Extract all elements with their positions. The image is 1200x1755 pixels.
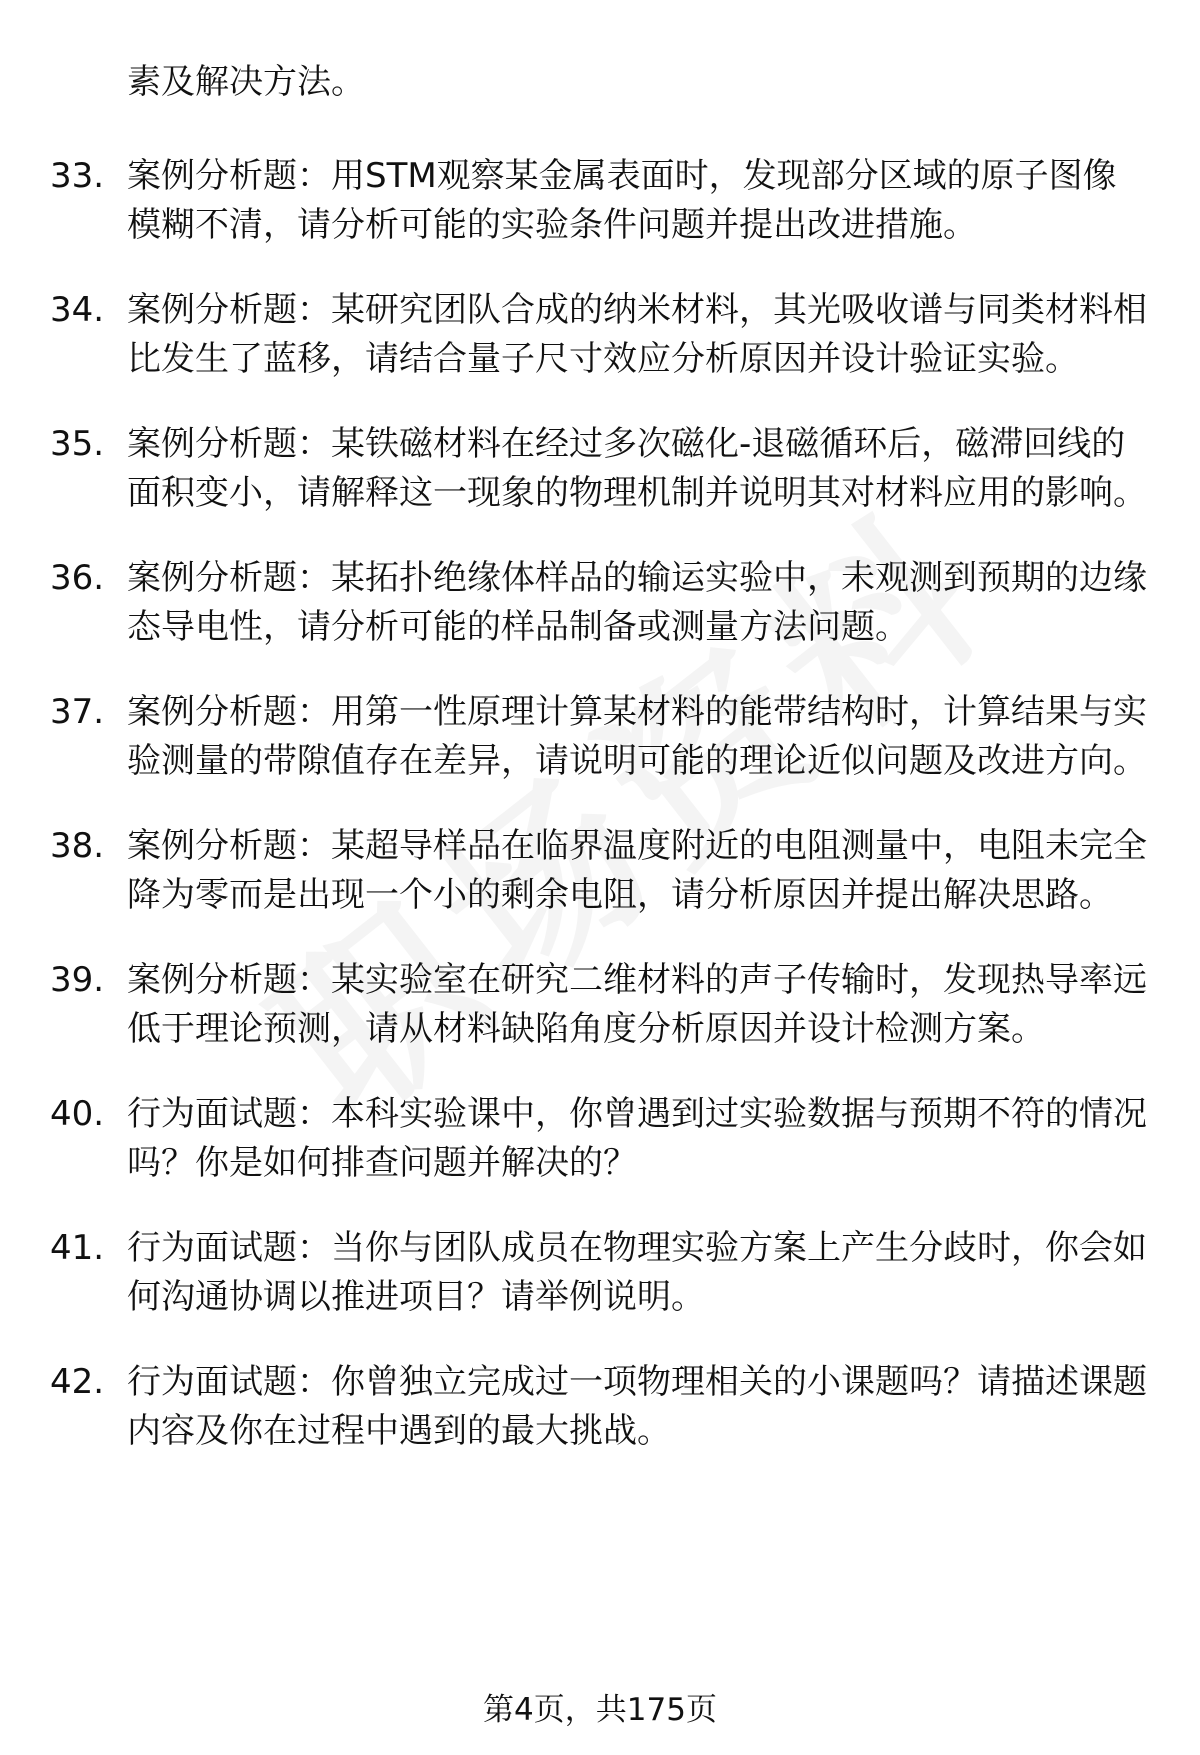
list-item <box>50 822 1150 920</box>
item-text: 行为面试题：本科实验课中，你曾遇到过实验数据与预期不符的情况吗？你是如何排查问题并解决的？ <box>127 1094 1147 1183</box>
list-item <box>50 1224 1150 1322</box>
list-item <box>50 420 1150 518</box>
item-text: 案例分析题：用STM观察某金属表面时，发现部分区域的原子图像模糊不清，请分析可能的实验条件问题并提出改进措施。 <box>127 156 1117 245</box>
item-number: 36. <box>50 558 105 598</box>
item-text: 案例分析题：某铁磁材料在经过多次磁化-退磁循环后，磁滞回线的面积变小，请解释这一现象的物理机制并说明其对材料应用的影响。 <box>127 424 1147 513</box>
item-number: 34. <box>50 290 105 330</box>
item-number: 40. <box>50 1094 105 1134</box>
item-text: 案例分析题：某研究团队合成的纳米材料，其光吸收谱与同类材料相比发生了蓝移，请结合量子尺寸效应分析原因并设计验证实验。 <box>127 290 1147 379</box>
item-number: 38. <box>50 826 105 866</box>
list-item <box>50 1090 1150 1188</box>
item-number: 41. <box>50 1228 105 1268</box>
item-text: 案例分析题：某实验室在研究二维材料的声子传输时，发现热导率远低于理论预测，请从材料缺陷角度分析原因并设计检测方案。 <box>127 960 1147 1049</box>
item-text: 行为面试题：当你与团队成员在物理实验方案上产生分歧时，你会如何沟通协调以推进项目？请举例说明。 <box>127 1228 1147 1317</box>
item-text: 行为面试题：你曾独立完成过一项物理相关的小课题吗？请描述课题内容及你在过程中遇到的最大挑战。 <box>127 1362 1147 1451</box>
list-item <box>50 152 1150 250</box>
list-item <box>50 286 1150 384</box>
item-text: 案例分析题：用第一性原理计算某材料的能带结构时，计算结果与实验测量的带隙值存在差异，请说明可能的理论近似问题及改进方向。 <box>127 692 1147 781</box>
item-number: 37. <box>50 692 105 732</box>
page-footer: 第4页，共175页 <box>483 1692 717 1728</box>
item-number: 42. <box>50 1362 105 1402</box>
item-number: 35. <box>50 424 105 464</box>
item-number: 39. <box>50 960 105 1000</box>
item-number: 33. <box>50 156 105 196</box>
list-item <box>50 688 1150 786</box>
list-item <box>50 1358 1150 1456</box>
item-text: 案例分析题：某超导样品在临界温度附近的电阻测量中，电阻未完全降为零而是出现一个小的剩余电阻，请分析原因并提出解决思路。 <box>127 826 1147 915</box>
continued-text: 素及解决方法。 <box>127 62 365 102</box>
question-list <box>50 58 1150 1492</box>
item-text: 案例分析题：某拓扑绝缘体样品的输运实验中，未观测到预期的边缘态导电性，请分析可能的样品制备或测量方法问题。 <box>127 558 1147 647</box>
list-item <box>50 956 1150 1054</box>
list-item <box>50 554 1150 652</box>
